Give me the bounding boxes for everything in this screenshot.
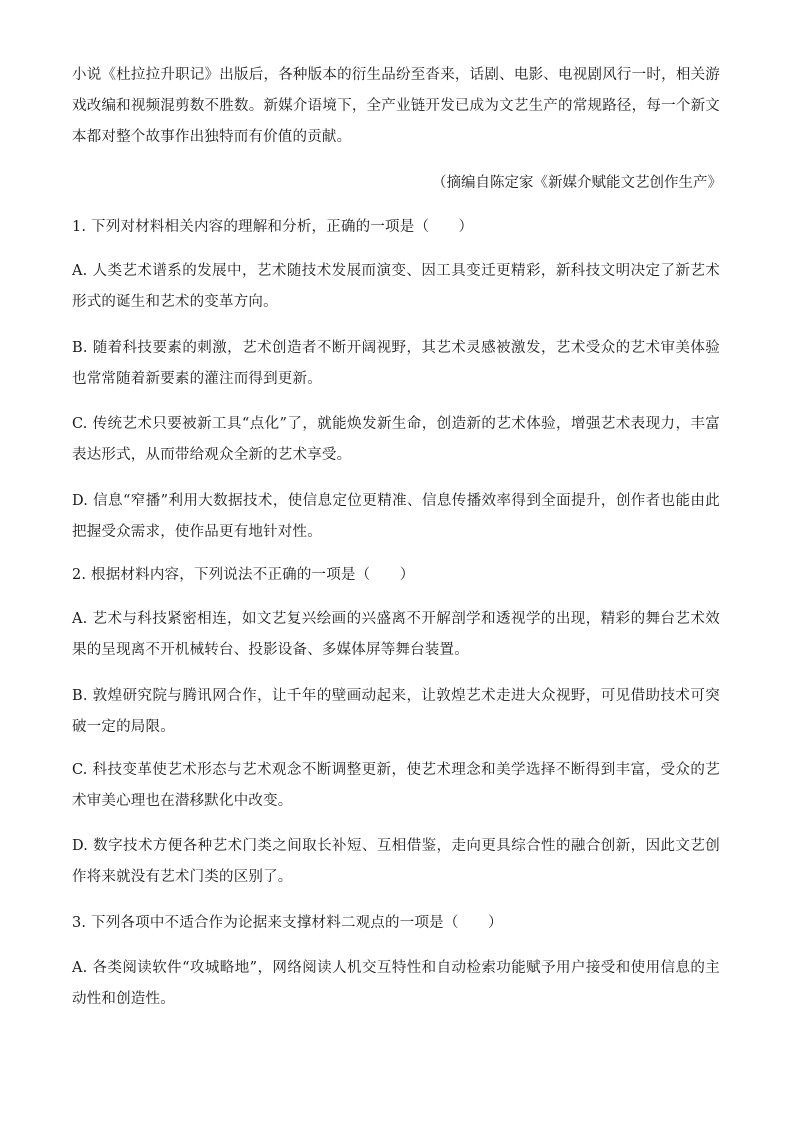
question-1-stem: 1. 下列对材料相关内容的理解和分析，正确的一项是（ ） [72, 219, 474, 235]
question-2-option-c: C. 科技变革使艺术形态与艺术观念不断调整更新，使艺术理念和美学选择不断得到丰富，受众的艺术审美心理也在潜移默化中改变。 [72, 762, 720, 809]
question-2-option-d: D. 数字技术方便各种艺术门类之间取长补短、互相借鉴，走向更具综合性的融合创新，因此文艺创作将来就没有艺术门类的区别了。 [72, 838, 720, 885]
intro-paragraph: 小说《杜拉拉升职记》出版后，各种版本的衍生品纷至沓来，话剧、电影、电视剧风行一时，相关游戏改编和视频混剪数不胜数。新媒介语境下，全产业链开发已成为文艺生产的常规路径，每一个新文本都对整个故事作出独特而有价值的贡献。 [72, 67, 720, 145]
question-1-option-b: B. 随着科技要素的刺激，艺术创造者不断开阔视野，其艺术灵感被激发，艺术受众的艺术审美体验也常常随着新要素的灌注而得到更新。 [72, 340, 720, 387]
question-2-option-b: B. 敦煌研究院与腾讯网合作，让千年的壁画动起来，让敦煌艺术走进大众视野，可见借助技术可突破一定的局限。 [72, 688, 720, 735]
question-1-option-c: C. 传统艺术只要被新工具“点化”了，就能焕发新生命，创造新的艺术体验，增强艺术表现力，丰富表达形式，从而带给观众全新的艺术享受。 [72, 416, 720, 463]
question-1-option-d: D. 信息“窄播”利用大数据技术，使信息定位更精准、信息传播效率得到全面提升，创作者也能由此把握受众需求，使作品更有地针对性。 [72, 493, 720, 540]
source-citation: （摘编自陈定家《新媒介赋能文艺创作生产》 [432, 175, 722, 191]
question-3-stem: 3. 下列各项中不适合作为论据来支撑材料二观点的一项是（ ） [72, 915, 503, 931]
question-2-stem: 2. 根据材料内容，下列说法不正确的一项是（ ） [72, 567, 415, 583]
question-1-option-a: A. 人类艺术谱系的发展中，艺术随技术发展而演变、因工具变迁更精彩，新科技文明决定了新艺术形式的诞生和艺术的变革方向。 [72, 263, 720, 310]
question-2-option-a: A. 艺术与科技紧密相连，如文艺复兴绘画的兴盛离不开解剖学和透视学的出现，精彩的舞台艺术效果的呈现离不开机械转台、投影设备、多媒体屏等舞台装置。 [72, 611, 720, 658]
question-3-option-a: A. 各类阅读软件“攻城略地”，网络阅读人机交互特性和自动检索功能赋予用户接受和使用信息的主动性和创造性。 [72, 960, 720, 1007]
